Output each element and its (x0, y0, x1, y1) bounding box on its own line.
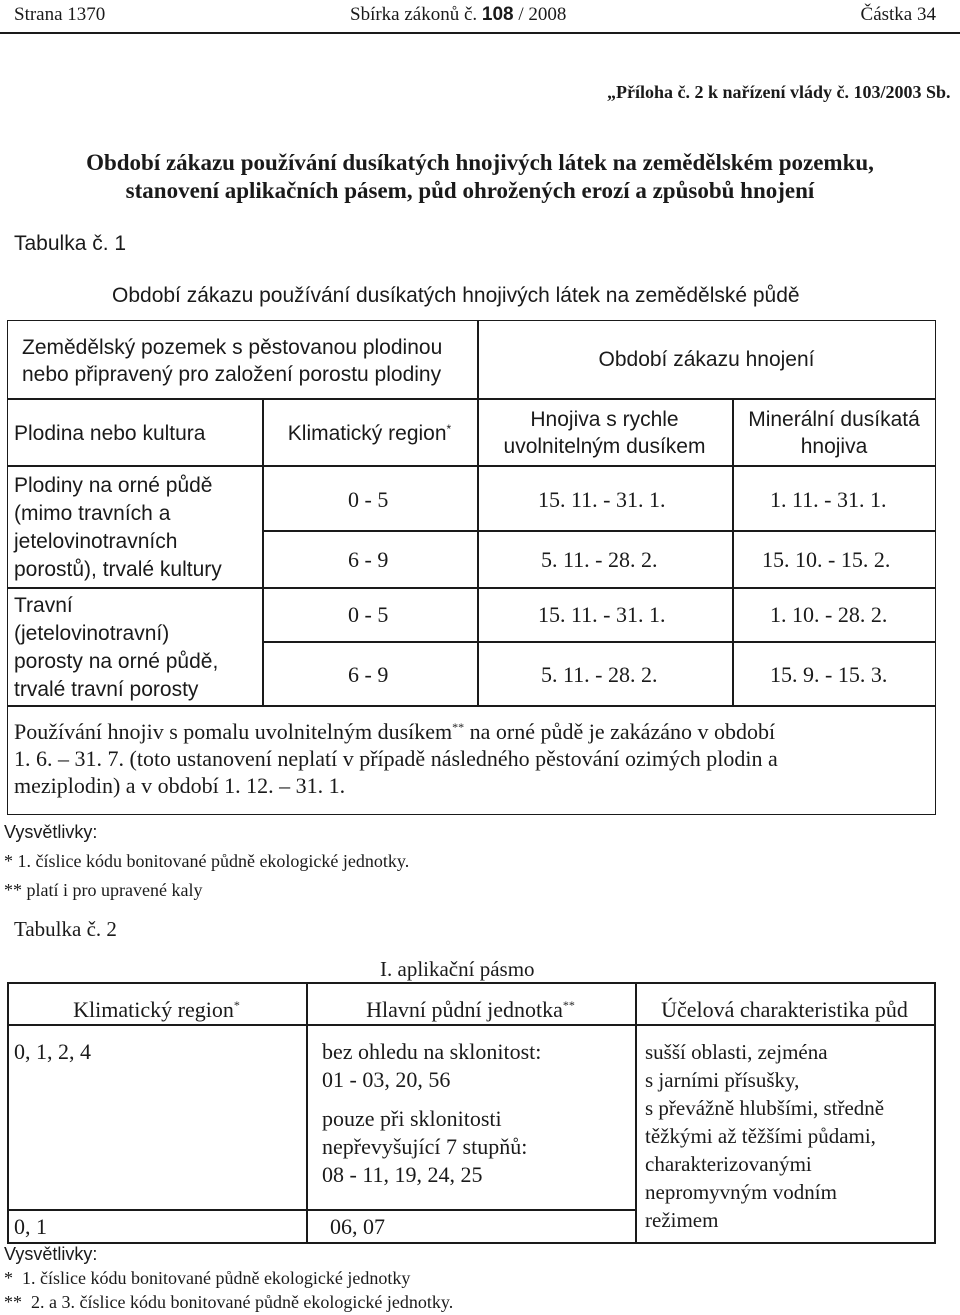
col-unit-text: Hlavní půdní jednotka (366, 997, 563, 1022)
col-mineral-line2: hnojiva (800, 435, 868, 458)
table1-head-left-line1: Zemědělský pozemek s pěstovanou plodinou (22, 336, 443, 359)
unit-line: 08 - 11, 19, 24, 25 (322, 1162, 483, 1187)
legend2-title: Vysvětlivky: (4, 1244, 98, 1264)
char-line: s převážně hlubšími, středně (645, 1096, 885, 1120)
table2-rule (7, 982, 936, 984)
table1-row1-fast: 15. 11. - 31. 1. (538, 487, 666, 512)
table1-rule (262, 641, 936, 643)
table1-row1-region: 0 - 5 (348, 487, 389, 512)
table2-rule (7, 1024, 936, 1026)
document-title-line1: Období zákazu používání dusíkatých hnojivých látek na zemědělském pozemku, (86, 150, 874, 175)
table2-row1-unit-b (322, 1105, 527, 1189)
table1-col-region (262, 420, 477, 447)
table1-row1-mineral: 1. 11. - 31. 1. (770, 487, 887, 512)
table1-row2-fast: 5. 11. - 28. 2. (541, 547, 658, 572)
table2-rule (7, 1209, 636, 1211)
table1-head-left-line2: nebo připravený pro založení porostu plodiny (22, 363, 442, 386)
page-number: Strana 1370 (14, 4, 106, 25)
journal-prefix: Sbírka zákonů č. (350, 4, 482, 25)
table2-row1-region: 0, 1, 2, 4 (14, 1039, 91, 1064)
note-line: 1. 6. – 31. 7. (toto ustanovení neplatí v případě následného pěstování ozimých plodin a (14, 746, 778, 771)
table2-caption: I. aplikační pásmo (380, 957, 535, 981)
table1-head-right: Období zákazu hnojení (598, 348, 815, 371)
table1-rule (7, 705, 936, 707)
journal-title (350, 4, 566, 26)
group2-line: trvalé travní porosty (14, 678, 199, 701)
table1-row2-mineral: 15. 10. - 15. 2. (762, 547, 891, 572)
table1-group2-label (14, 592, 218, 704)
char-line: s jarními přísušky, (645, 1068, 800, 1092)
note-text: Používání hnojiv s pomalu uvolnitelným dusíkem (14, 719, 453, 744)
table1-rule (7, 587, 936, 589)
note-text: na orné půdě je zakázáno v období (464, 719, 776, 744)
table2-col-region (7, 996, 306, 1023)
legend2-item2 (4, 1292, 453, 1313)
table2-label: Tabulka č. 2 (14, 917, 117, 941)
legend2-item1 (4, 1268, 410, 1289)
footnote-mark: ** (452, 720, 465, 734)
table1-rule (7, 465, 936, 467)
table2-characteristic (645, 1038, 884, 1234)
table1-rule (7, 398, 936, 400)
table2-col-unit (306, 996, 635, 1023)
document-title-line2: stanovení aplikačních pásem, půd ohrožených erozí a způsobů hnojení (125, 178, 815, 203)
table2-rule (7, 1242, 936, 1244)
legend-text: 1. číslice kódu bonitované půdně ekologické jednotky (22, 1268, 411, 1288)
col-region-text: Klimatický region (73, 997, 234, 1022)
group1-line: jetelovinotravních (14, 530, 178, 553)
group1-line: Plodiny na orné půdě (14, 474, 213, 497)
table1-label: Tabulka č. 1 (14, 232, 127, 255)
header-rule (0, 32, 960, 34)
table1-row3-fast: 15. 11. - 31. 1. (538, 602, 666, 627)
group2-line: porosty na orné půdě, (14, 650, 219, 673)
table1-col-mineral (732, 406, 936, 460)
table1-row4-region: 6 - 9 (348, 662, 389, 687)
footnote-mark: * (4, 1268, 13, 1288)
table1-row3-mineral: 1. 10. - 28. 2. (770, 602, 888, 627)
unit-line: bez ohledu na sklonitost: (322, 1039, 542, 1064)
char-line: těžkými až těžšími půdami, (645, 1124, 876, 1148)
col-fast-line2: uvolnitelným dusíkem (503, 435, 706, 458)
table2-row1-unit-a (322, 1038, 541, 1094)
char-line: sušší oblasti, zejména (645, 1040, 828, 1064)
legend1-item1: * 1. číslice kódu bonitované půdně ekologické jednotky. (4, 851, 410, 871)
journal-suffix: / 2008 (513, 4, 567, 25)
group2-line: Travní (14, 594, 73, 617)
char-line: charakterizovanými (645, 1152, 812, 1176)
group2-line: (jetelovinotravní) (14, 622, 170, 645)
table1-row4-fast: 5. 11. - 28. 2. (541, 662, 658, 687)
table1-rule (262, 530, 936, 532)
footnote-mark: * (233, 998, 240, 1012)
note-line: meziplodin) a v období 1. 12. – 31. 1. (14, 773, 346, 798)
table2-row2-region: 0, 1 (14, 1214, 47, 1239)
table1-row3-region: 0 - 5 (348, 602, 389, 627)
char-line: nepromyvným vodním (645, 1180, 837, 1204)
table1-row2-region: 6 - 9 (348, 547, 389, 572)
note-line (14, 718, 778, 745)
footnote-mark: ** (562, 998, 575, 1012)
annex-label: „Příloha č. 2 k nařízení vlády č. 103/2003 Sb. (607, 82, 951, 102)
table2-row2-unit: 06, 07 (330, 1214, 385, 1239)
col-mineral-line1: Minerální dusíkatá (748, 408, 920, 431)
table1-col-crop: Plodina nebo kultura (14, 422, 206, 445)
unit-line: 01 - 03, 20, 56 (322, 1067, 451, 1092)
table2-col-rule (934, 982, 936, 1243)
table1-col-fast (477, 406, 732, 460)
group1-line: (mimo travních a (14, 502, 171, 525)
legend1-title: Vysvětlivky: (4, 822, 98, 842)
col-region-text: Klimatický region (287, 422, 447, 445)
footnote-mark: ** (4, 1292, 22, 1312)
journal-number: 108 (481, 4, 514, 25)
table1-head-left (22, 334, 442, 388)
table1-group1-label (14, 472, 222, 584)
table1-note (14, 718, 778, 799)
unit-line: nepřevyšující 7 stupňů: (322, 1134, 528, 1159)
col-fast-line1: Hnojiva s rychle (530, 408, 679, 431)
legend-text: 2. a 3. číslice kódu bonitované půdně ekologické jednotky. (31, 1292, 454, 1312)
table1-caption: Období zákazu používání dusíkatých hnojivých látek na zemědělské půdě (112, 284, 800, 307)
part-number: Částka 34 (860, 4, 936, 25)
group1-line: porostů), trvalé kultury (14, 558, 222, 581)
legend1-item2: ** platí i pro upravené kaly (4, 880, 203, 900)
char-line: režimem (645, 1208, 719, 1232)
unit-line: pouze při sklonitosti (322, 1106, 502, 1131)
footnote-mark: * (446, 422, 452, 436)
table2-col-char: Účelová charakteristika půd (661, 997, 908, 1022)
table1-row4-mineral: 15. 9. - 15. 3. (770, 662, 888, 687)
